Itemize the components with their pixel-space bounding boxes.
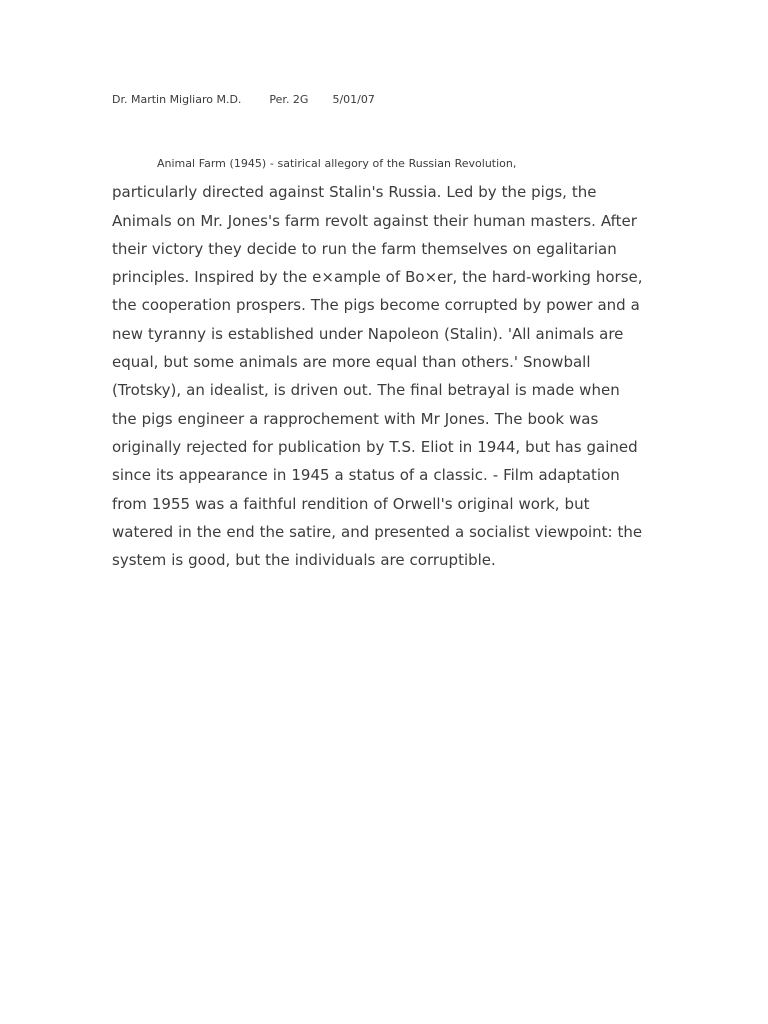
paragraph-line: originally rejected for publication by T.S. Eliot in 1944, but has gained xyxy=(112,437,638,456)
paragraph-line: from 1955 was a faithful rendition of Orwell's original work, but xyxy=(112,494,590,513)
paragraph-line: the cooperation prospers. The pigs become corrupted by power and a xyxy=(112,296,640,315)
paragraph-line: equal, but some animals are more equal than others.' Snowball xyxy=(112,353,591,372)
summary-paragraph xyxy=(112,150,657,574)
paragraph-line: since its appearance in 1945 a status of a classic. - Film adaptation xyxy=(112,466,620,485)
author-name: Dr. Martin Migliaro M.D. xyxy=(112,93,242,106)
paragraph-line: system is good, but the individuals are corruptible. xyxy=(112,551,496,570)
paragraph-line: (Trotsky), an idealist, is driven out. The final betrayal is made when xyxy=(112,381,620,400)
paragraph-line: Animal Farm (1945) - satirical allegory of the Russian Revolution, xyxy=(157,157,517,170)
paragraph-line: Animals on Mr. Jones's farm revolt against their human masters. After xyxy=(112,211,637,230)
paragraph-line: the pigs engineer a rapprochement with Mr Jones. The book was xyxy=(112,409,599,428)
paragraph-line: new tyranny is established under Napoleon (Stalin). 'All animals are xyxy=(112,324,624,343)
paragraph-line: principles. Inspired by the e×ample of Bo×er, the hard-working horse, xyxy=(112,268,643,287)
paragraph-line: particularly directed against Stalin's Russia. Led by the pigs, the xyxy=(112,183,597,202)
document-date: 5/01/07 xyxy=(332,93,375,106)
class-period: Per. 2G xyxy=(269,93,309,106)
paragraph-line: watered in the end the satire, and presented a socialist viewpoint: the xyxy=(112,522,643,541)
document-header xyxy=(112,93,375,107)
paragraph-line: their victory they decide to run the farm themselves on egalitarian xyxy=(112,239,617,258)
